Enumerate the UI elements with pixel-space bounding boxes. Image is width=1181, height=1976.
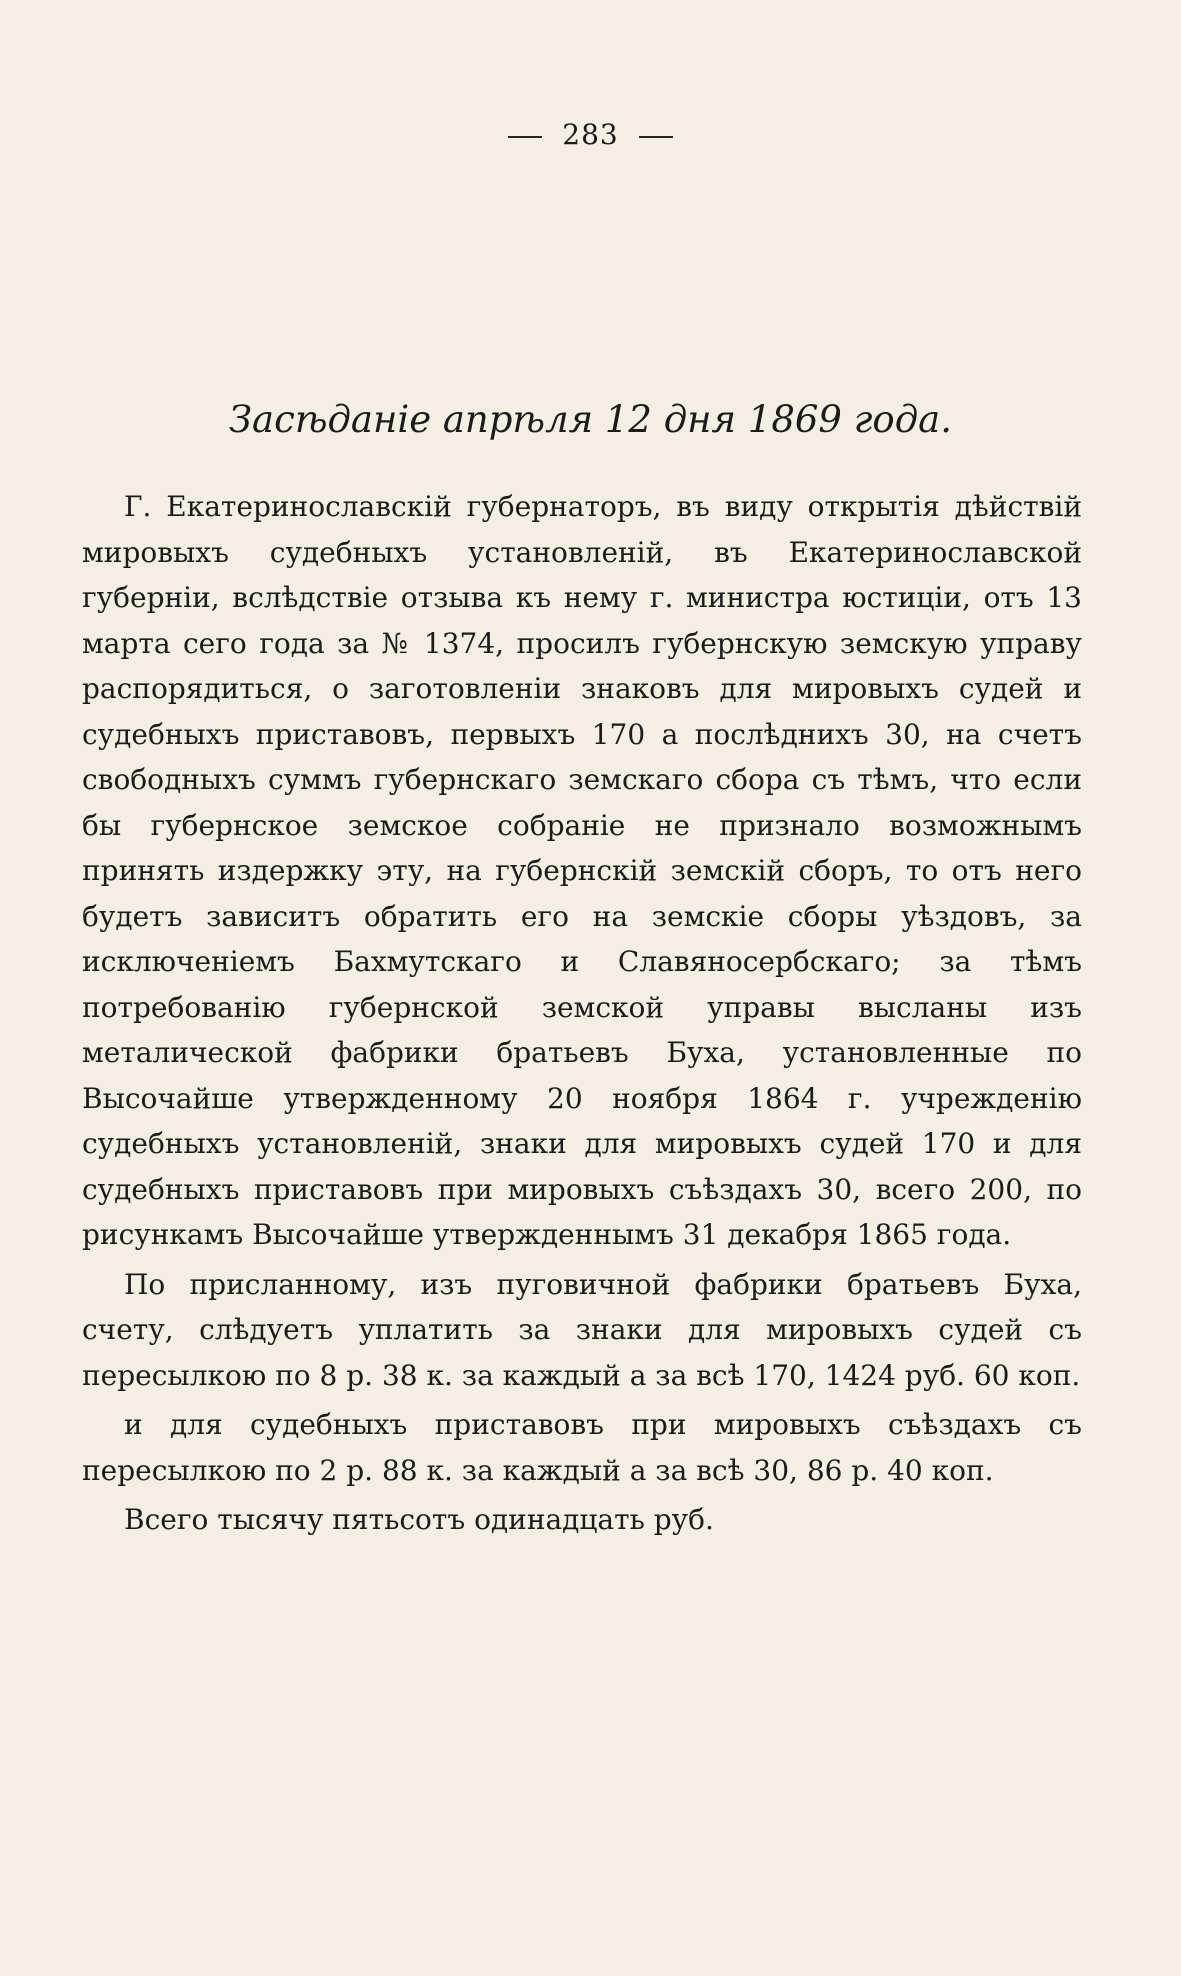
left-dash: [508, 136, 542, 138]
page-number: 283: [562, 118, 619, 151]
paragraph-1: Г. Екатеринославскій губернаторъ, въ виду открытія дѣйствій мировыхъ судебныхъ установленій, въ Екатеринославской губерніи, вслѣдствіе отзыва къ нему г. министра юстиціи, отъ 13 марта сего года за № 1374, просилъ губернскую земскую управу распорядиться, о заготовленіи знаковъ для мировыхъ судей и судебныхъ приставовъ, первыхъ 170 а послѣднихъ 30, на счетъ свободныхъ суммъ губернскаго земскаго сбора съ тѣмъ, что если бы губернское земское собраніе не признало возможнымъ принять издержку эту, на губернскій земскій сборъ, то отъ него будетъ зависитъ обратить его на земскіе сборы уѣздовъ, за исключеніемъ Бахмутскаго и Славяносербскаго; за тѣмъ потребованію губернской земской управы высланы изъ металической фабрики братьевъ Буха, установленные по Высочайше утвержденному 20 ноября 1864 г. учрежденію судебныхъ установленій, знаки для мировыхъ судей 170 и для судебныхъ приставовъ при мировыхъ съѣздахъ 30, всего 200, по рисункамъ Высочайше утвержденнымъ 31 декабря 1865 года.: [82, 490, 1082, 1251]
paragraph-4: Всего тысячу пятьсотъ одинадцать руб.: [124, 1503, 714, 1536]
page-number-line: [0, 118, 1181, 151]
paragraph-2: По присланному, изъ пуговичной фабрики братьевъ Буха, счету, слѣдуетъ уплатить за знаки для мировыхъ судей съ пересылкою по 8 р. 38 к. за каждый а за всѣ 170, 1424 руб. 60 коп.: [82, 1267, 1082, 1392]
section-heading: Засѣданіе апрѣля 12 дня 1869 года.: [229, 398, 952, 441]
paragraph-3: и для судебныхъ приставовъ при мировыхъ съѣздахъ съ пересылкою по 2 р. 88 к. за каждый а за всѣ 30, 86 р. 40 коп.: [82, 1408, 1082, 1487]
right-dash: [639, 136, 673, 138]
body-text: [82, 484, 1082, 1543]
